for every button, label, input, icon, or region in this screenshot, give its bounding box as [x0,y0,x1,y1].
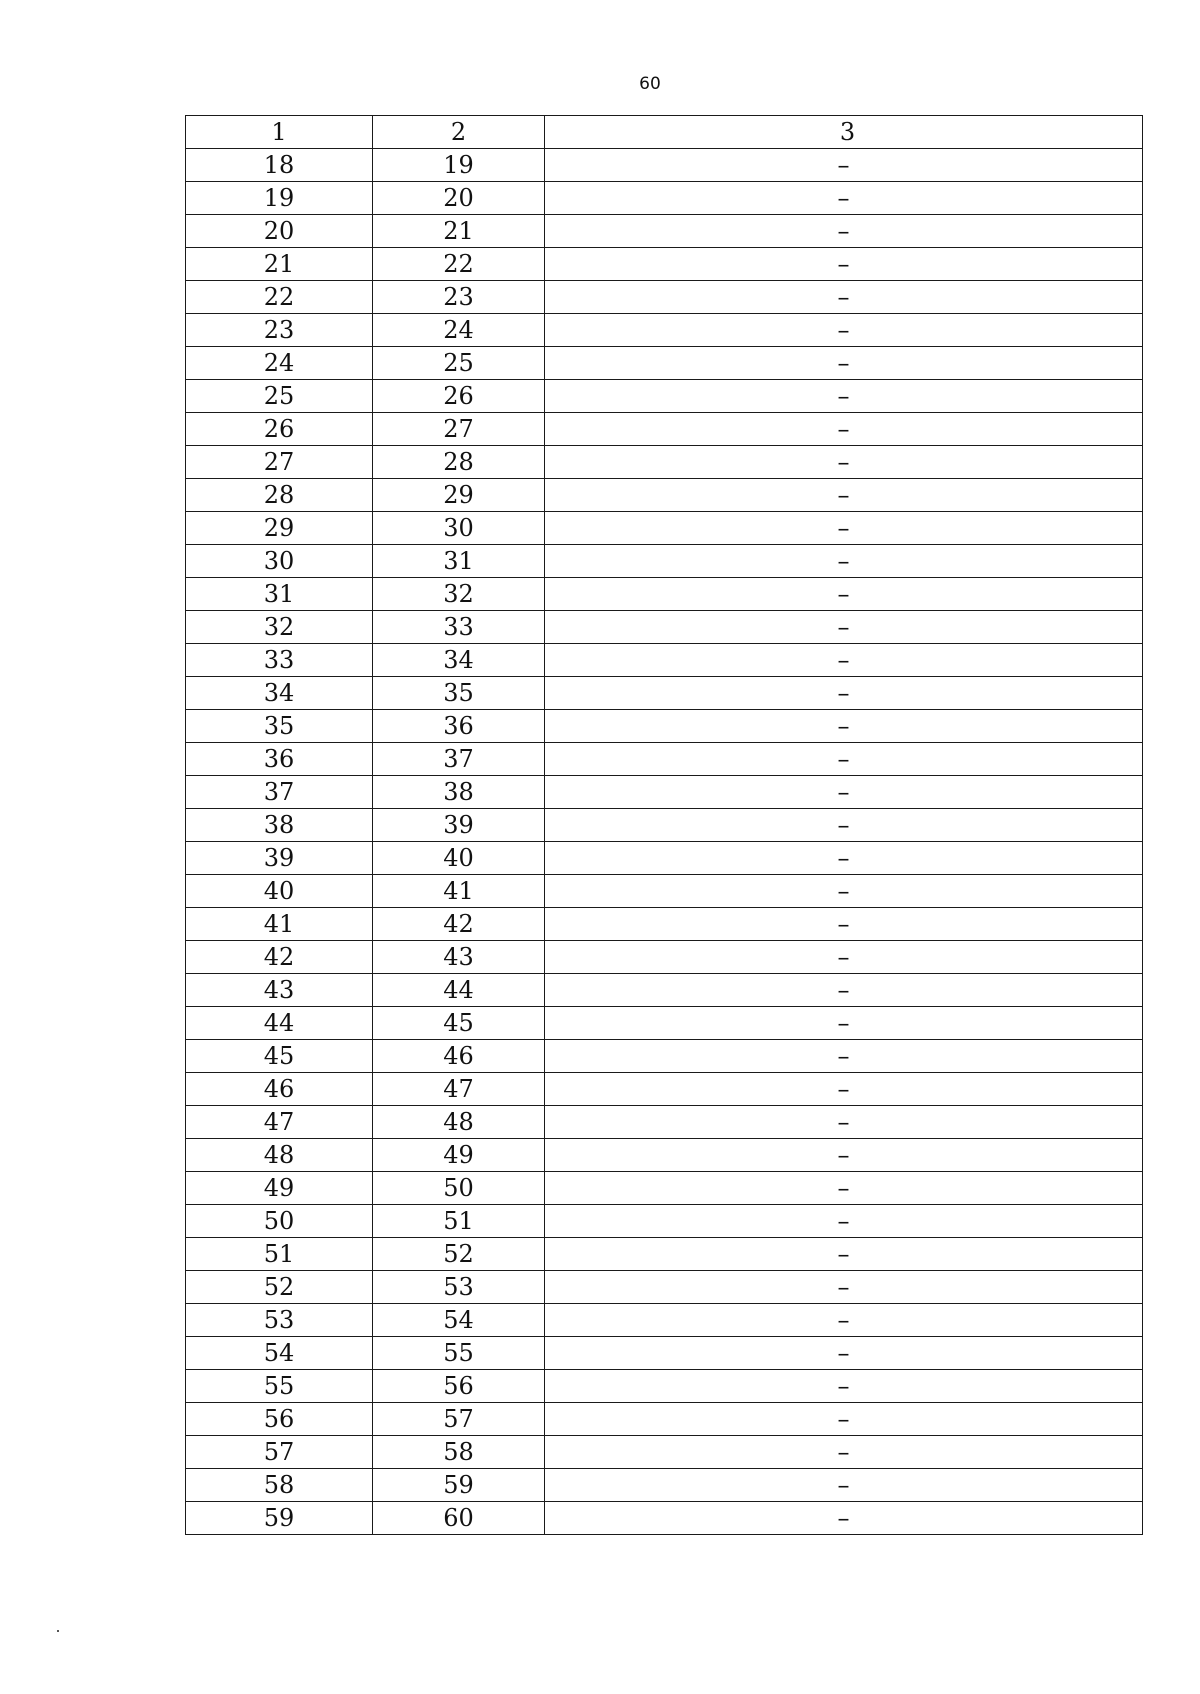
cell-col1: 33 [186,644,373,677]
table-row [186,380,1143,413]
cell-col2: 43 [373,941,545,974]
table-row [186,1007,1143,1040]
table-row [186,1436,1143,1469]
dash-value: – [837,1108,850,1136]
dash-value: – [837,943,850,971]
cell-col3 [545,1040,1143,1073]
dash-value: – [837,877,850,905]
cell-col2: 51 [373,1205,545,1238]
dash-value: – [837,1504,850,1532]
cell-col1: 26 [186,413,373,446]
dash-value: – [837,1339,850,1367]
table-row [186,875,1143,908]
cell-col1: 53 [186,1304,373,1337]
cell-col2: 59 [373,1469,545,1502]
table-row [186,479,1143,512]
table-row [186,182,1143,215]
table-row [186,677,1143,710]
dash-value: – [837,745,850,773]
cell-col3 [545,1172,1143,1205]
cell-col3 [545,677,1143,710]
cell-col3 [545,1469,1143,1502]
cell-col3 [545,1403,1143,1436]
data-table [185,115,1143,1535]
dash-value: – [837,712,850,740]
cell-col2: 42 [373,908,545,941]
cell-col3 [545,182,1143,215]
column-header-2: 2 [373,116,545,149]
dash-value: – [837,646,850,674]
dash-value: – [837,217,850,245]
cell-col3 [545,1337,1143,1370]
dash-value: – [837,1438,850,1466]
cell-col1: 41 [186,908,373,941]
cell-col3 [545,446,1143,479]
cell-col3 [545,281,1143,314]
cell-col1: 24 [186,347,373,380]
cell-col3 [545,248,1143,281]
column-header-3-label: 3 [839,118,856,146]
table-row [186,578,1143,611]
dash-value: – [837,580,850,608]
dash-value: – [837,910,850,938]
dash-value: – [837,1207,850,1235]
cell-col2: 45 [373,1007,545,1040]
page-number: 60 [639,74,661,94]
table-row [186,809,1143,842]
cell-col1: 58 [186,1469,373,1502]
dash-value: – [837,1042,850,1070]
cell-col2: 49 [373,1139,545,1172]
cell-col2: 35 [373,677,545,710]
cell-col1: 46 [186,1073,373,1106]
cell-col2: 37 [373,743,545,776]
scan-speck [57,1630,59,1632]
table-row [186,842,1143,875]
cell-col1: 21 [186,248,373,281]
cell-col3 [545,1502,1143,1535]
cell-col3 [545,1436,1143,1469]
dash-value: – [837,613,850,641]
cell-col1: 39 [186,842,373,875]
cell-col3 [545,578,1143,611]
cell-col2: 32 [373,578,545,611]
cell-col3 [545,479,1143,512]
dash-value: – [837,679,850,707]
cell-col3 [545,941,1143,974]
cell-col3 [545,743,1143,776]
cell-col1: 23 [186,314,373,347]
cell-col2: 23 [373,281,545,314]
cell-col2: 36 [373,710,545,743]
cell-col1: 55 [186,1370,373,1403]
cell-col3 [545,380,1143,413]
cell-col1: 49 [186,1172,373,1205]
dash-value: – [837,1471,850,1499]
table-row [186,281,1143,314]
dash-value: – [837,1009,850,1037]
table-row [186,1469,1143,1502]
cell-col2: 22 [373,248,545,281]
table-row [186,347,1143,380]
table-row [186,974,1143,1007]
cell-col3 [545,875,1143,908]
cell-col3 [545,1304,1143,1337]
cell-col2: 29 [373,479,545,512]
cell-col2: 44 [373,974,545,1007]
table-row [186,1304,1143,1337]
dash-value: – [837,382,850,410]
cell-col2: 60 [373,1502,545,1535]
cell-col3 [545,1139,1143,1172]
cell-col2: 26 [373,380,545,413]
cell-col2: 39 [373,809,545,842]
dash-value: – [837,415,850,443]
table-row [186,908,1143,941]
table-row [186,545,1143,578]
table-row [186,1172,1143,1205]
dash-value: – [837,1141,850,1169]
cell-col3 [545,149,1143,182]
cell-col2: 55 [373,1337,545,1370]
cell-col1: 34 [186,677,373,710]
table-row [186,1205,1143,1238]
cell-col1: 43 [186,974,373,1007]
dash-value: – [837,1306,850,1334]
cell-col1: 20 [186,215,373,248]
cell-col2: 34 [373,644,545,677]
cell-col3 [545,710,1143,743]
cell-col2: 48 [373,1106,545,1139]
cell-col1: 30 [186,545,373,578]
table-body [186,149,1143,1535]
table-header-row [186,116,1143,149]
cell-col2: 33 [373,611,545,644]
cell-col1: 57 [186,1436,373,1469]
cell-col3 [545,842,1143,875]
cell-col3 [545,545,1143,578]
cell-col3 [545,512,1143,545]
table-row [186,1271,1143,1304]
cell-col1: 54 [186,1337,373,1370]
table-row [186,446,1143,479]
table-row [186,776,1143,809]
cell-col1: 42 [186,941,373,974]
cell-col1: 18 [186,149,373,182]
cell-col1: 31 [186,578,373,611]
cell-col1: 27 [186,446,373,479]
cell-col2: 58 [373,1436,545,1469]
dash-value: – [837,976,850,1004]
cell-col2: 56 [373,1370,545,1403]
cell-col3 [545,215,1143,248]
cell-col1: 44 [186,1007,373,1040]
cell-col3 [545,347,1143,380]
cell-col2: 25 [373,347,545,380]
dash-value: – [837,1240,850,1268]
cell-col2: 46 [373,1040,545,1073]
cell-col3 [545,974,1143,1007]
table-row [186,314,1143,347]
cell-col2: 20 [373,182,545,215]
column-header-3 [545,116,1143,149]
cell-col1: 48 [186,1139,373,1172]
cell-col3 [545,1271,1143,1304]
cell-col1: 40 [186,875,373,908]
cell-col2: 47 [373,1073,545,1106]
dash-value: – [837,316,850,344]
cell-col2: 19 [373,149,545,182]
table-row [186,1139,1143,1172]
dash-value: – [837,349,850,377]
cell-col1: 38 [186,809,373,842]
cell-col1: 36 [186,743,373,776]
cell-col3 [545,644,1143,677]
table-row [186,1106,1143,1139]
cell-col2: 27 [373,413,545,446]
dash-value: – [837,1075,850,1103]
cell-col1: 50 [186,1205,373,1238]
cell-col2: 54 [373,1304,545,1337]
table-row [186,1370,1143,1403]
cell-col2: 31 [373,545,545,578]
cell-col3 [545,776,1143,809]
dash-value: – [837,1405,850,1433]
cell-col3 [545,1370,1143,1403]
dash-value: – [837,844,850,872]
cell-col3 [545,1007,1143,1040]
cell-col1: 51 [186,1238,373,1271]
cell-col2: 52 [373,1238,545,1271]
dash-value: – [837,778,850,806]
cell-col1: 52 [186,1271,373,1304]
cell-col3 [545,1073,1143,1106]
cell-col1: 29 [186,512,373,545]
table-row [186,611,1143,644]
cell-col2: 24 [373,314,545,347]
table-row [186,1073,1143,1106]
cell-col1: 59 [186,1502,373,1535]
dash-value: – [837,1174,850,1202]
table-row [186,710,1143,743]
cell-col1: 32 [186,611,373,644]
cell-col1: 25 [186,380,373,413]
table-row [186,215,1143,248]
column-header-1: 1 [186,116,373,149]
cell-col3 [545,908,1143,941]
cell-col2: 38 [373,776,545,809]
dash-value: – [837,1372,850,1400]
table-row [186,1502,1143,1535]
dash-value: – [837,250,850,278]
dash-value: – [837,514,850,542]
table-row [186,149,1143,182]
cell-col2: 21 [373,215,545,248]
cell-col1: 47 [186,1106,373,1139]
dash-value: – [837,547,850,575]
table-row [186,512,1143,545]
table-row [186,644,1143,677]
cell-col2: 40 [373,842,545,875]
dash-value: – [837,481,850,509]
table-row [186,941,1143,974]
cell-col3 [545,1238,1143,1271]
cell-col1: 37 [186,776,373,809]
cell-col3 [545,809,1143,842]
cell-col3 [545,611,1143,644]
cell-col2: 30 [373,512,545,545]
cell-col3 [545,1205,1143,1238]
cell-col1: 22 [186,281,373,314]
table-row [186,743,1143,776]
cell-col2: 57 [373,1403,545,1436]
dash-value: – [837,1273,850,1301]
cell-col1: 28 [186,479,373,512]
table-row [186,1040,1143,1073]
dash-value: – [837,283,850,311]
dash-value: – [837,448,850,476]
table-row [186,1238,1143,1271]
table-row [186,1337,1143,1370]
data-table-container [185,115,1142,1535]
cell-col3 [545,1106,1143,1139]
cell-col2: 41 [373,875,545,908]
cell-col2: 50 [373,1172,545,1205]
table-header [186,116,1143,149]
dash-value: – [837,151,850,179]
cell-col2: 53 [373,1271,545,1304]
cell-col1: 56 [186,1403,373,1436]
table-row [186,248,1143,281]
table-row [186,413,1143,446]
cell-col2: 28 [373,446,545,479]
cell-col3 [545,413,1143,446]
table-row [186,1403,1143,1436]
cell-col1: 19 [186,182,373,215]
dash-value: – [837,811,850,839]
cell-col1: 35 [186,710,373,743]
dash-value: – [837,184,850,212]
cell-col1: 45 [186,1040,373,1073]
cell-col3 [545,314,1143,347]
